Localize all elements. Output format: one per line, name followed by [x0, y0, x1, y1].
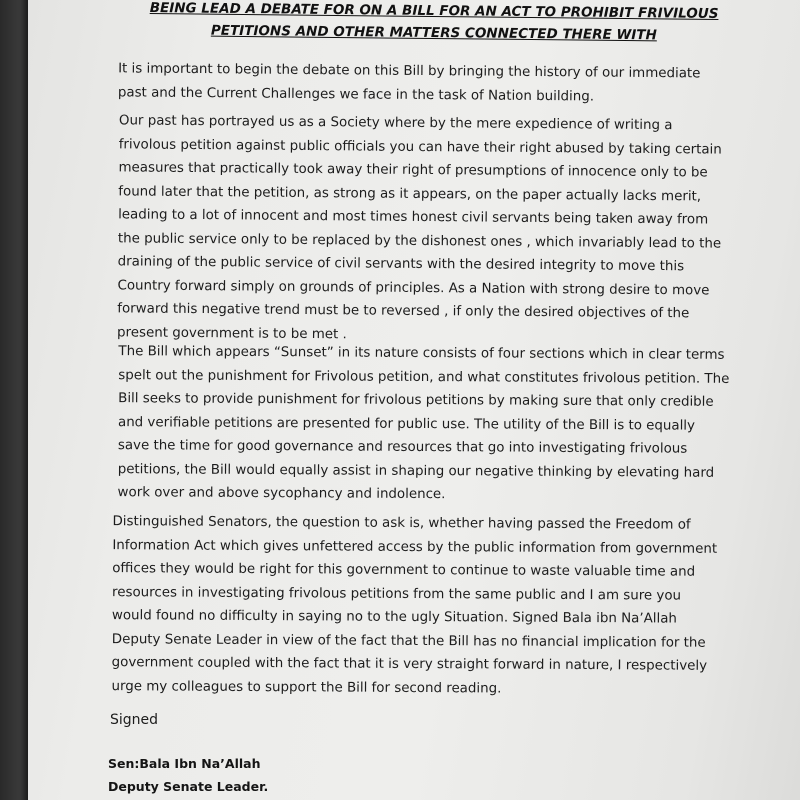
signed-label: Signed — [110, 712, 159, 728]
signatory-name: Sen:Bala Ibn Na’Allah — [108, 756, 261, 771]
paragraph-introduction: It is important to begin the debate on this Bill by bringing the history of our immediate past and the Current Challenges we face in the task of Nation building. — [117, 61, 701, 104]
document-page — [28, 0, 800, 800]
paragraph-conclusion: Distinguished Senators, the question to ask is, whether having passed the Freedom of Information Act which gives unfettered access by the public information from government offices they would be right for this government to continue to waste valuable time and resources in investigating frivolous petitions from the same public and I am sure you would found no difficulty in saying no to the ugly Situation. Signed Bala ibn Na’Allah Deputy Senate Leader in view of the fact that the Bill has no financial implication for the government coupled with the fact that it is very straight forward in nature, I respectively urge my colleagues to support the Bill for second reading. — [111, 514, 718, 697]
paragraph-bill-summary: The Bill which appears “Sunset” in its nature consists of four sections which in clear terms spelt out the punishment for Frivolous petition, and what constitutes frivolous petition. The Bill seeks to provide punishment for frivolous petitions by making sure that only credible and verifiable petitions are presented for public use. The utility of the Bill is to equally save the time for good governance and resources that go into investigating frivolous petitions, the Bill would equally assist in shaping our negative thinking by elevating hard work over and above sycophancy and indolence. — [117, 344, 730, 503]
paragraph-history: Our past has portrayed us as a Society where by the mere expedience of writing a frivolous petition against public officials you can have their right abused by taking certain measures that practically took away their right of presumptions of innocence only to be found later that the petition, as strong as it appears, on the paper actually lacks merit, leading to a lot of innocent and most times honest civil servants being taken away from the public service only to be replaced by the dishonest ones , which invariably lead to the draining of the public service of civil servants with the desired integrity to move this Country forward simply on grounds of principles. As a Nation with strong desire to move forward this negative trend must be to reversed , if only the desired objectives of the present government is to be met . — [117, 113, 722, 342]
document-title: BEING LEAD A DEBATE FOR ON A BILL FOR AN ACT TO PROHIBIT FRIVILOUS PETITIONS AND OTHER MATTERS CONNECTED THERE WITH — [149, 0, 719, 44]
signatory-title: Deputy Senate Leader. — [108, 779, 269, 794]
